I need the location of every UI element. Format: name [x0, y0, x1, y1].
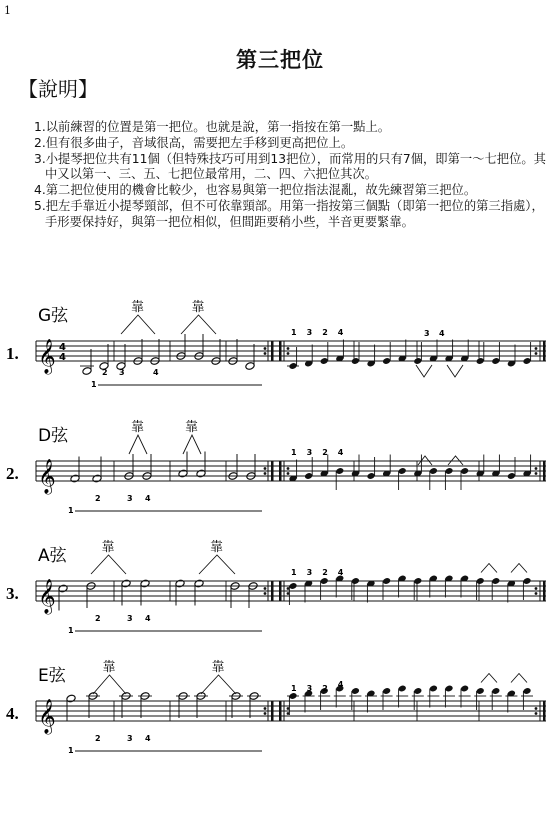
repeat-dot — [264, 707, 267, 710]
close-mark-chevron — [121, 315, 155, 334]
close-mark-chevron — [199, 555, 235, 574]
fingering-number: 3 — [127, 494, 133, 503]
instruction-item: 5.把左手靠近小提琴頸部，但不可依靠頸部。用第一指按第三個點（即第一把位的第三指處），手形要保持好，與第一把位相似，但間距要稍小些，半音更要緊靠。 — [34, 198, 544, 229]
fingering-number: 1 — [291, 568, 297, 577]
fingering-number: 1 — [68, 746, 74, 755]
fingering-number: 2 — [322, 328, 328, 337]
fingering-number: 1 — [68, 506, 74, 515]
close-mark-label: 靠 — [185, 420, 199, 435]
fingering-number: 4 — [337, 680, 344, 689]
instruction-item: 4.第二把位使用的機會比較少，也容易與第一把位指法混亂，故先練習第三把位。 — [34, 183, 477, 198]
page-title: 第三把位 — [236, 48, 324, 72]
fingering-number: 1 — [68, 626, 74, 635]
fingering-number: 3 — [127, 734, 133, 743]
instruction-item: 2.但有很多曲子，音域很高，需要把左手移到更高把位上。 — [34, 135, 354, 150]
repeat-dot — [264, 347, 267, 350]
repeat-thick-bar — [271, 581, 274, 601]
close-mark-chevron — [481, 564, 497, 573]
exercise-number: 2. — [6, 464, 19, 483]
exercise-number: 3. — [6, 584, 19, 603]
repeat-dot — [287, 352, 290, 355]
fingering-number: 4 — [145, 494, 151, 503]
close-mark-chevron — [511, 674, 527, 683]
repeat-dot — [264, 587, 267, 590]
fingering-number: 2 — [322, 684, 328, 693]
close-mark-label: 靠 — [191, 300, 205, 315]
close-mark-chevron — [448, 456, 463, 465]
fingering-number: 4 — [145, 614, 151, 623]
time-signature-bottom: 4 — [59, 352, 66, 363]
close-mark-label: 靠 — [131, 300, 145, 315]
close-mark-chevron — [447, 365, 463, 377]
repeat-thick-bar — [279, 461, 282, 481]
close-mark-label: 靠 — [102, 660, 116, 675]
close-mark-chevron — [183, 435, 201, 454]
repeat-dot — [264, 712, 267, 715]
fingering-number: 2 — [95, 614, 101, 623]
fingering-number: 2 — [95, 494, 101, 503]
repeat-dot — [264, 592, 267, 595]
fingering-number: 1 — [291, 684, 297, 693]
instruction-item: 1.以前練習的位置是第一把位。也就是說，第一指按在第一點上。 — [34, 120, 391, 134]
close-mark-chevron — [93, 675, 126, 694]
fingering-number: 2 — [322, 448, 328, 457]
fingering-number: 4 — [337, 568, 344, 577]
repeat-thick-bar — [279, 701, 282, 721]
fingering-number: 4 — [153, 368, 159, 377]
close-mark-chevron — [416, 365, 432, 377]
repeat-dot — [264, 467, 267, 470]
page-number: 1 — [4, 4, 11, 17]
close-mark-label: 靠 — [131, 420, 145, 435]
repeat-dot — [287, 472, 290, 475]
repeat-dot — [535, 712, 538, 715]
repeat-thick-bar — [543, 461, 546, 481]
fingering-number: 3 — [306, 328, 313, 337]
repeat-thick-bar — [543, 701, 546, 721]
fingering-number: 3 — [306, 448, 313, 457]
treble-clef-icon: 𝄞 — [38, 699, 56, 734]
exercise-number: 1. — [6, 344, 19, 363]
fingering-number: 4 — [337, 328, 344, 337]
repeat-dot — [535, 707, 538, 710]
repeat-dot — [535, 352, 538, 355]
close-mark-chevron — [201, 675, 236, 694]
fingering-number: 3 — [127, 614, 133, 623]
fingering-number: 3 — [306, 568, 313, 577]
close-mark-chevron — [129, 435, 147, 454]
close-mark-label: 靠 — [211, 660, 225, 675]
repeat-dot — [264, 472, 267, 475]
instruction-item: 3.小提琴把位共有11個（但特殊技巧可用到13把位），而常用的只有7個，即第一～七把位。其中又以第一、三、五、七把位最常用，二、四、六把位其次。 — [34, 151, 546, 182]
fingering-number: 2 — [322, 568, 328, 577]
repeat-dot — [535, 587, 538, 590]
treble-clef-icon: 𝄞 — [38, 459, 56, 494]
repeat-thick-bar — [543, 581, 546, 601]
fingering-number: 1 — [291, 448, 297, 457]
repeat-dot — [535, 472, 538, 475]
repeat-dot — [535, 592, 538, 595]
close-mark-chevron — [511, 564, 527, 573]
repeat-dot — [535, 467, 538, 470]
fingering-number: 4 — [145, 734, 151, 743]
repeat-thick-bar — [271, 341, 274, 361]
section-heading: 【說明】 — [18, 77, 98, 101]
string-label: G弦 — [38, 306, 69, 326]
repeat-thick-bar — [271, 461, 274, 481]
fingering-number: 4 — [439, 329, 445, 338]
fingering-number: 4 — [337, 448, 344, 457]
fingering-number: 3 — [119, 368, 125, 377]
repeat-thick-bar — [271, 701, 274, 721]
close-mark-label: 靠 — [210, 540, 224, 555]
fingering-number: 2 — [95, 734, 101, 743]
fingering-number: 3 — [306, 684, 313, 693]
fingering-number: 1 — [91, 380, 97, 389]
repeat-dot — [264, 352, 267, 355]
close-mark-label: 靠 — [101, 540, 115, 555]
repeat-dot — [287, 467, 290, 470]
treble-clef-icon: 𝄞 — [38, 579, 56, 614]
close-mark-chevron — [481, 674, 497, 683]
time-signature-top: 4 — [59, 342, 66, 353]
string-label: D弦 — [38, 426, 69, 446]
string-label: E弦 — [38, 666, 66, 686]
repeat-thick-bar — [279, 581, 282, 601]
repeat-dot — [287, 347, 290, 350]
repeat-thick-bar — [279, 341, 282, 361]
fingering-number: 1 — [291, 328, 297, 337]
close-mark-chevron — [418, 456, 432, 465]
exercise-number: 4. — [6, 704, 19, 723]
treble-clef-icon: 𝄞 — [38, 339, 56, 374]
fingering-number: 3 — [424, 329, 430, 338]
fingering-number: 2 — [102, 368, 108, 377]
repeat-dot — [535, 347, 538, 350]
close-mark-chevron — [181, 315, 216, 334]
string-label: A弦 — [38, 546, 67, 566]
close-mark-chevron — [91, 555, 126, 574]
repeat-thick-bar — [543, 341, 546, 361]
